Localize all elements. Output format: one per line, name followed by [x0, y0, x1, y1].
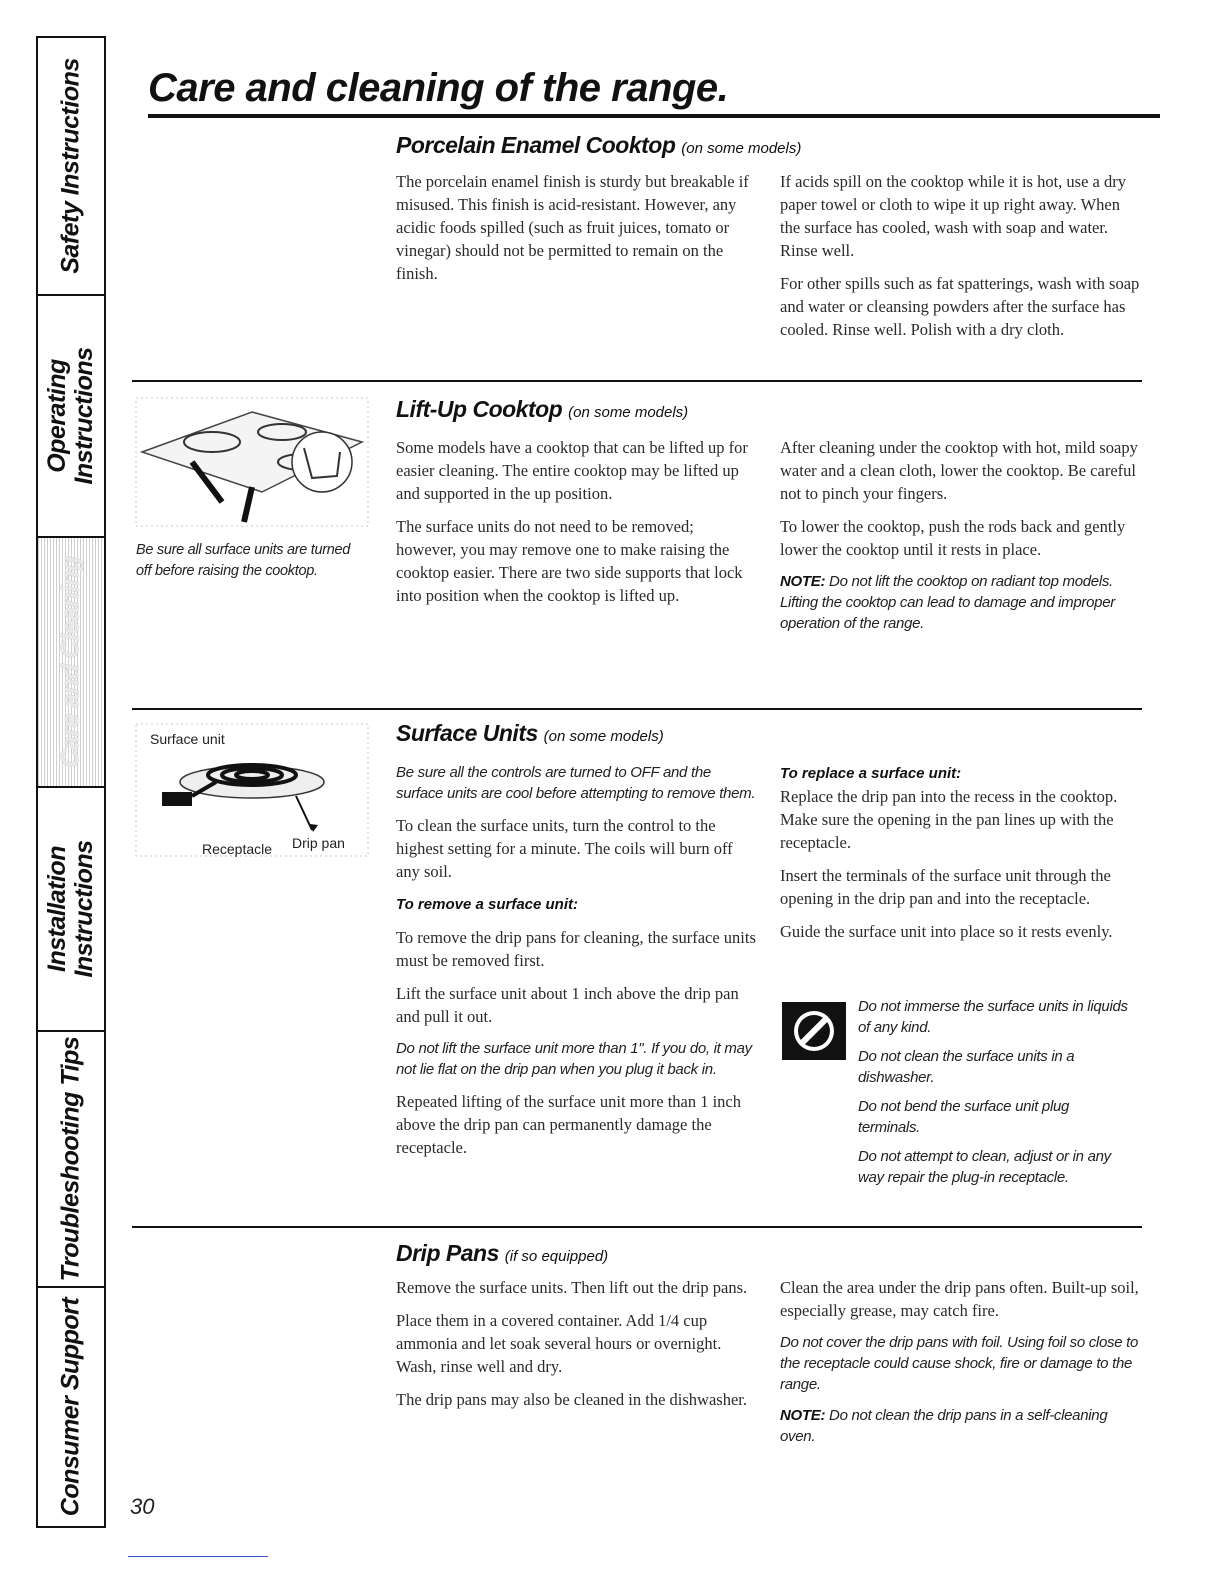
tab-label-line1: Operating [43, 359, 71, 473]
section-sidebar [36, 36, 106, 1528]
remove-unit-warning: Do not lift the surface unit more than 1". If you do, it may not lie flat on the drip pan when you plug it back in. [396, 1040, 752, 1078]
paragraph: To clean the surface units, turn the control to the highest setting for a minute. The coils will burn off any soil. [396, 816, 733, 881]
receptacle-label: Receptacle [202, 841, 273, 857]
warning-item: Do not bend the surface unit plug terminals. [858, 1098, 1070, 1136]
surface-intro-warning: Be sure all the controls are turned to OFF and the surface units are cool before attempting to remove them. [396, 764, 756, 802]
tab-safety-instructions[interactable] [38, 38, 104, 296]
heading-text: Porcelain Enamel Cooktop [396, 132, 676, 158]
paragraph: The drip pans may also be cleaned in the dishwasher. [396, 1390, 747, 1409]
paragraph: Some models have a cooktop that can be lifted up for easier cleaning. The entire cooktop may be lifted up and supported in the up position. [396, 438, 748, 503]
heading-text: Drip Pans [396, 1240, 499, 1266]
heading-text: Surface Units [396, 720, 538, 746]
paragraph: Place them in a covered container. Add 1/4 cup ammonia and let soak several hours or overnight. Wash, rinse well and dry. [396, 1311, 722, 1376]
note-text: Do not lift the cooktop on radiant top models. Lifting the cooktop can lead to damage and improper operation of the range. [780, 573, 1115, 632]
drip-foil-warning: Do not cover the drip pans with foil. Using foil so close to the receptacle could cause shock, fire or damage to the range. [780, 1334, 1139, 1393]
tab-label: Troubleshooting Tips [56, 1036, 85, 1282]
paragraph: Insert the terminals of the surface unit through the opening in the drip pan and into the receptacle. [780, 866, 1111, 908]
drip-left-column [396, 1276, 758, 1421]
note-label: NOTE: [780, 573, 826, 590]
drip-pan-label: Drip pan [292, 835, 345, 851]
replace-unit-heading: To replace a surface unit: [780, 765, 962, 782]
lift-up-left-column [396, 436, 752, 617]
warning-item: Do not clean the surface units in a dishwasher. [858, 1048, 1075, 1086]
warning-item: Do not immerse the surface units in liquids of any kind. [858, 998, 1128, 1036]
paragraph: Remove the surface units. Then lift out the drip pans. [396, 1278, 748, 1297]
porcelain-left-column [396, 170, 764, 295]
lift-up-caption: Be sure all surface units are turned off before raising the cooktop. [136, 542, 351, 579]
heading-qualifier: (on some models) [681, 140, 802, 157]
drip-note [780, 1405, 1142, 1447]
note-label: NOTE: [780, 1407, 826, 1424]
heading-text: Lift-Up Cooktop [396, 396, 563, 422]
tab-label-line2: Instructions [70, 840, 98, 978]
paragraph: Clean the area under the drip pans often. Built-up soil, especially grease, may catch fire. [780, 1278, 1139, 1320]
note-text: Do not clean the drip pans in a self-cleaning oven. [780, 1407, 1108, 1445]
title-rule [148, 114, 1160, 118]
tab-troubleshooting-tips[interactable] [38, 1032, 104, 1288]
tab-consumer-support[interactable] [38, 1288, 104, 1526]
paragraph: To lower the cooktop, push the rods back and gently lower the cooktop until it rests in place. [780, 517, 1126, 559]
paragraph: Guide the surface unit into place so it rests evenly. [780, 922, 1113, 941]
heading-qualifier: (on some models) [568, 404, 689, 421]
surface-warning-list [858, 996, 1128, 1196]
paragraph: Lift the surface unit about 1 inch above the drip pan and pull it out. [396, 984, 739, 1026]
tab-care-and-cleaning[interactable] [38, 538, 104, 788]
warning-item: Do not attempt to clean, adjust or in any way repair the plug-in receptacle. [858, 1148, 1111, 1186]
tab-label: Care and Cleaning [56, 556, 85, 768]
section-heading-porcelain [396, 132, 801, 159]
tab-label-line2: Instructions [70, 347, 98, 485]
section-heading-lift-up [396, 396, 688, 423]
paragraph: Repeated lifting of the surface unit more than 1 inch above the drip pan can permanently damage the receptacle. [396, 1092, 742, 1157]
remove-unit-heading: To remove a surface unit: [396, 896, 578, 913]
tab-label-line1: Installation [43, 846, 71, 972]
lift-up-cooktop-illustration [132, 392, 372, 532]
section-divider [132, 380, 1142, 382]
section-heading-surface-units [396, 720, 664, 747]
paragraph: If acids spill on the cooktop while it is hot, use a dry paper towel or cloth to wipe it up right away. When the surface has cooled, wash with soap and water. Rinse well. [780, 172, 1126, 260]
surface-unit-illustration [132, 720, 372, 860]
footer-line [128, 1556, 268, 1557]
surface-unit-label: Surface unit [150, 731, 225, 747]
paragraph: Replace the drip pan into the recess in the cooktop. Make sure the opening in the pan lines up with the receptacle. [780, 787, 1118, 852]
tab-operating-instructions[interactable] [38, 296, 104, 538]
drip-right-column [780, 1276, 1142, 1457]
paragraph: The porcelain enamel finish is sturdy but breakable if misused. This finish is acid-resistant. However, any acidic foods spilled (such as fruit juices, tomato or vinegar) should not be permitted to remain on the finish. [396, 172, 749, 283]
page-number: 30 [130, 1494, 155, 1519]
tab-label: Safety Instructions [56, 58, 85, 274]
tab-label: Consumer Support [56, 1297, 85, 1517]
surface-left-column [396, 762, 758, 1169]
section-divider [132, 1226, 1142, 1228]
paragraph: To remove the drip pans for cleaning, the surface units must be removed first. [396, 928, 756, 970]
lift-up-note [780, 571, 1142, 634]
paragraph: The surface units do not need to be removed; however, you may remove one to make raising the cooktop easier. There are two side supports that lock into position when the cooktop is lifted up. [396, 517, 743, 605]
tab-label [44, 840, 98, 977]
tab-label [44, 347, 98, 484]
lift-up-right-column [780, 436, 1142, 644]
paragraph: For other spills such as fat spatterings, wash with soap and water or cleansing powders after the surface has cooled. Rinse well. Polish with a dry cloth. [780, 274, 1140, 339]
caution-icon [780, 1000, 848, 1062]
section-divider [132, 708, 1142, 710]
paragraph: After cleaning under the cooktop with hot, mild soapy water and a clean cloth, lower the cooktop. Be careful not to pinch your fingers. [780, 438, 1138, 503]
tab-installation-instructions[interactable] [38, 788, 104, 1032]
page-title: Care and cleaning of the range. [148, 66, 729, 110]
section-heading-drip-pans [396, 1240, 608, 1267]
surface-right-column [780, 762, 1142, 953]
heading-qualifier: (if so equipped) [504, 1248, 609, 1265]
porcelain-right-column [780, 170, 1142, 351]
heading-qualifier: (on some models) [543, 728, 664, 745]
